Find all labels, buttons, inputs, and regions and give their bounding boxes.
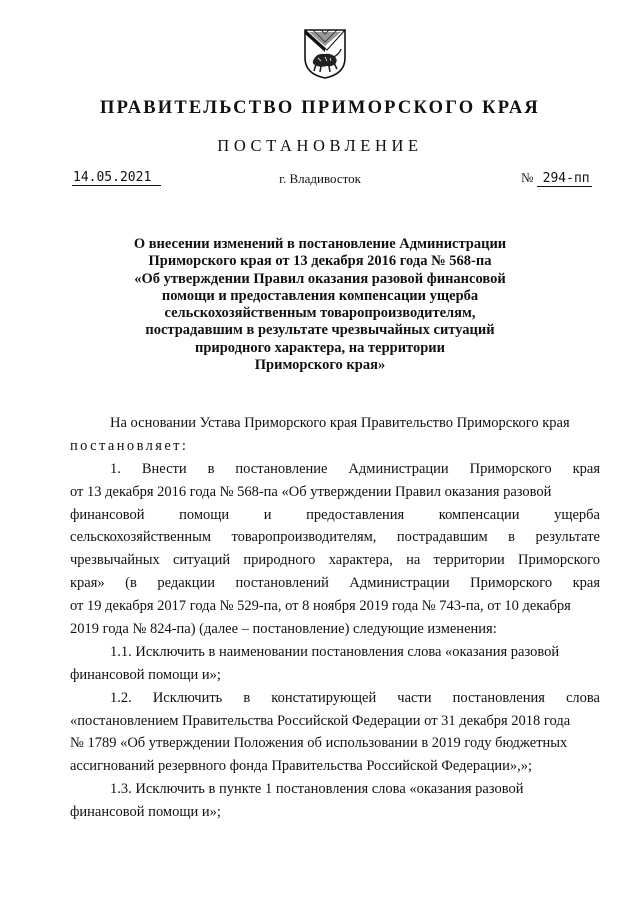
body-line: ассигнований резервного фонда Правительства Российской Федерации»,»; — [70, 758, 533, 775]
body-line: На основании Устава Приморского края Правительство Приморского края — [110, 415, 570, 431]
body-line: 1.3. Исключить в пункте 1 постановления слова «оказания разовой — [110, 781, 524, 798]
body-line: финансовой помощи и предоставления компенсации ущерба — [70, 506, 600, 523]
document-city: г. Владивосток — [279, 171, 361, 186]
body-line: постановляет: — [70, 437, 189, 454]
heading-line: пострадавшим в результате чрезвычайных ситуаций — [145, 322, 495, 339]
body-line: чрезвычайных ситуаций природного характера, на территории Приморского — [70, 552, 600, 569]
document-type: ПОСТАНОВЛЕНИЕ — [217, 136, 423, 155]
government-title: ПРАВИТЕЛЬСТВО ПРИМОРСКОГО КРАЯ — [99, 98, 540, 118]
heading-line: помощи и предоставления компенсации ущерба — [161, 287, 479, 304]
number-value: 294-пп — [537, 171, 592, 187]
heading-line: природного характера, на территории — [194, 339, 446, 356]
body-line: № 1789 «Об утверждении Положения об использовании в 2019 году бюджетных — [70, 735, 568, 752]
heading-line: Приморского края от 13 декабря 2016 года № 568-па — [148, 253, 492, 270]
heading-line: Приморского края» — [254, 357, 386, 374]
body-line: от 13 декабря 2016 года № 568-па «Об утверждении Правил оказания разовой — [70, 483, 552, 500]
heading-line: О внесении изменений в постановление Администрации — [133, 236, 507, 252]
body-line: финансовой помощи и»; — [70, 666, 221, 683]
body-line: финансовой помощи и»; — [70, 804, 221, 821]
document-body — [70, 412, 600, 824]
heading-line: сельскохозяйственным товаропроизводителям, — [164, 305, 476, 322]
body-line: 2019 года № 824-па) (далее – постановление) следующие изменения: — [70, 621, 497, 638]
number-prefix: № — [521, 170, 534, 185]
document-date: 14.05.2021 — [72, 170, 161, 186]
body-line: 1.1. Исключить в наименовании постановления слова «оказания разовой — [110, 643, 560, 660]
body-line: от 19 декабря 2017 года № 529-па, от 8 ноября 2019 года № 743-па, от 10 декабря — [70, 598, 571, 615]
body-line: сельскохозяйственным товаропроизводителям, пострадавшим в результате — [70, 529, 600, 546]
body-line: 1. Внести в постановление Администрации Приморского края — [110, 460, 600, 477]
body-line: 1.2. Исключить в констатирующей части постановления слова — [110, 689, 600, 706]
document-number — [521, 170, 592, 186]
primorsky-krai-coat-of-arms-icon — [303, 28, 347, 80]
document-heading — [100, 236, 540, 374]
body-line: «постановлением Правительства Российской Федерации от 31 декабря 2018 года — [70, 712, 571, 729]
heading-line: «Об утверждении Правил оказания разовой финансовой — [134, 270, 506, 287]
body-line: края» (в редакции постановлений Администрации Приморского края — [70, 575, 600, 592]
